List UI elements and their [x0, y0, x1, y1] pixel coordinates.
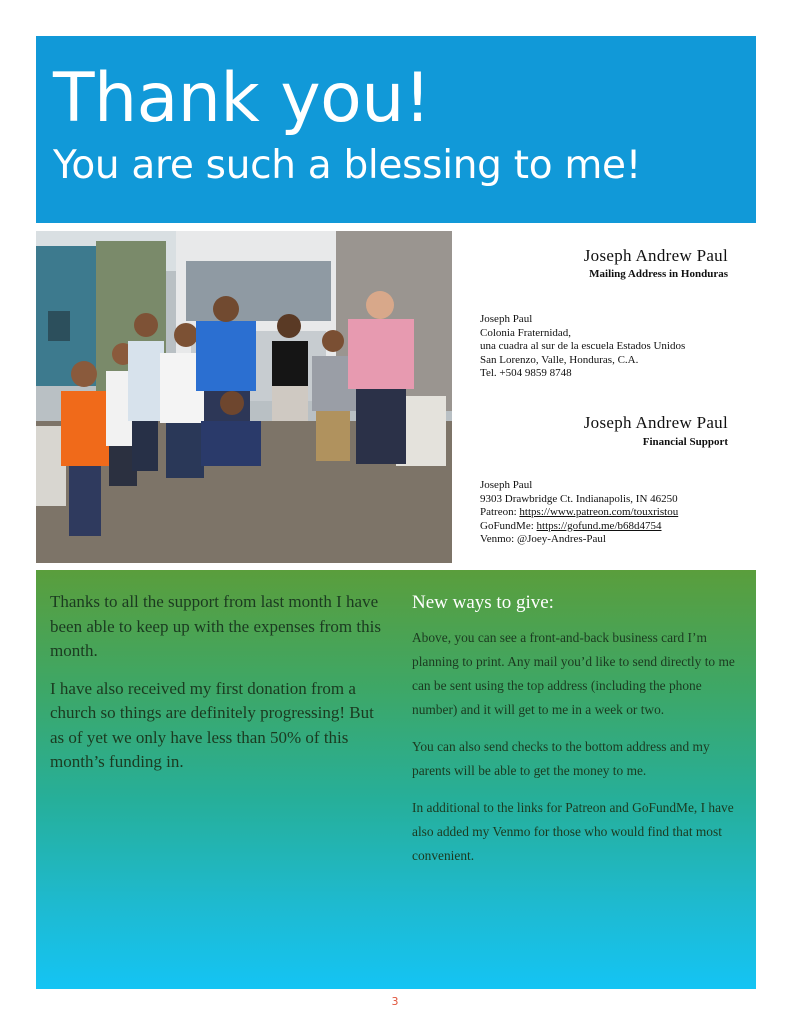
mailing-line: Colonia Fraternidad,	[480, 326, 572, 339]
mailing-phone: Tel. +504 9859 8748	[480, 367, 572, 380]
mailing-line: San Lorenzo, Valle, Honduras, C.A.	[480, 353, 639, 366]
patreon-link[interactable]: https://www.patreon.com/touxristou	[519, 506, 679, 519]
ways-to-give-heading: New ways to give:	[412, 592, 554, 613]
financial-address	[480, 479, 678, 547]
thanks-message	[50, 590, 390, 788]
mailing-label: Mailing Address in Honduras	[589, 268, 728, 280]
ways-to-give-paragraph: You can also send checks to the bottom address and my parents will be able to get the money to me.	[412, 739, 710, 778]
mailing-line: una cuadra al sur de la escuela Estados Unidos	[480, 340, 686, 353]
patreon-row	[480, 506, 678, 520]
financial-line: Joseph Paul	[480, 479, 533, 491]
mailing-line: Joseph Paul	[480, 313, 533, 325]
financial-line: 9303 Drawbridge Ct. Indianapolis, IN 46250	[480, 492, 678, 505]
thanks-paragraph: Thanks to all the support from last month I have been able to keep up with the expenses from this month.	[50, 592, 381, 660]
patreon-label: Patreon:	[480, 506, 520, 519]
ways-to-give-paragraph: Above, you can see a front-and-back business card I’m planning to print. Any mail you’d like to send directly to me can be sent using the top address (including the phone number) and it will get to me in a week or two.	[412, 630, 735, 717]
header-banner	[36, 36, 756, 223]
page-subtitle: You are such a blessing to me!	[53, 143, 642, 188]
mailing-address	[480, 313, 685, 381]
financial-name: Joseph Andrew Paul	[583, 413, 728, 432]
message-section	[36, 570, 756, 989]
gofundme-link[interactable]: https://gofund.me/b68d4754	[536, 519, 662, 532]
gofundme-label: GoFundMe:	[480, 519, 537, 532]
venmo-handle: Venmo: @Joey-Andres-Paul	[480, 533, 606, 546]
group-photo-illustration	[36, 231, 452, 563]
mailing-name: Joseph Andrew Paul	[583, 246, 728, 265]
ways-to-give	[412, 592, 742, 881]
gofundme-row	[480, 520, 678, 534]
ways-to-give-paragraph: In additional to the links for Patreon and GoFundMe, I have also added my Venmo for those who would find that most convenient.	[412, 800, 734, 863]
financial-label: Financial Support	[642, 436, 728, 448]
page-title: Thank you!	[53, 59, 431, 138]
group-photo	[36, 231, 452, 563]
page-number: 3	[391, 995, 399, 1008]
thanks-paragraph: I have also received my first donation from a church so things are definitely progressing! But as of yet we only have less than 50% of this month’s funding in.	[50, 678, 374, 771]
